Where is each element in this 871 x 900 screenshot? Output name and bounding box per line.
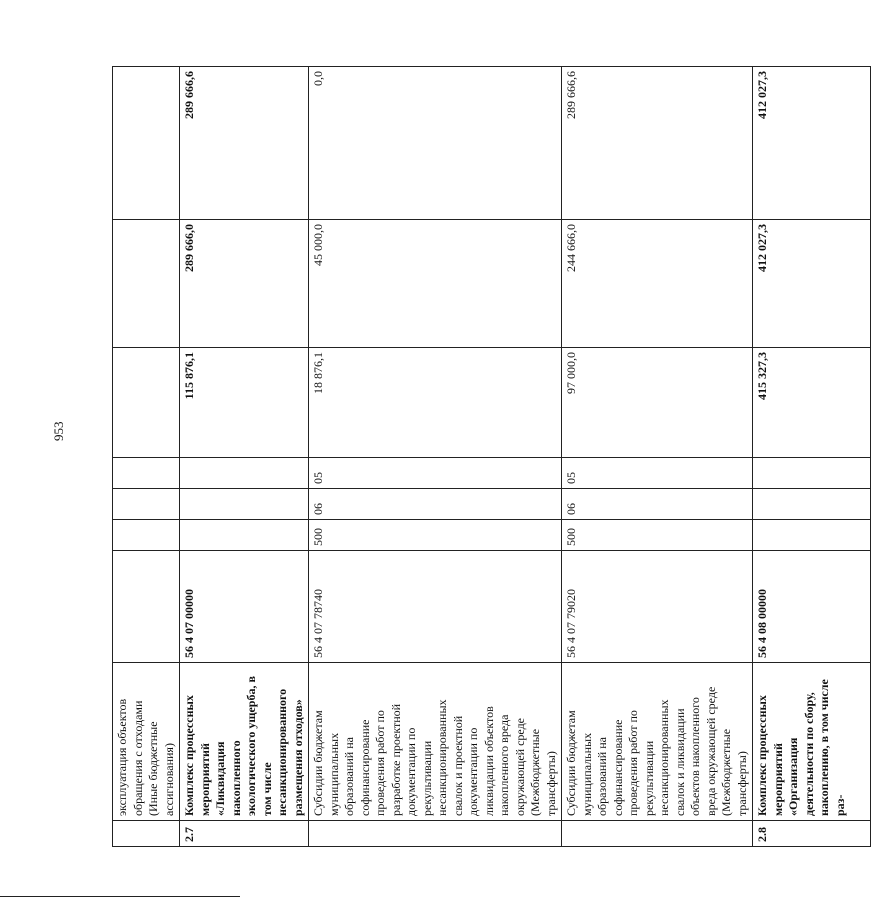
rz-cell bbox=[180, 489, 309, 520]
table-row bbox=[180, 67, 309, 847]
row-name: эксплуатация объектов обращения с отходами (Иные бюджетные ассигнования) bbox=[113, 663, 180, 821]
table-row bbox=[309, 67, 562, 847]
rz-cell: 06 bbox=[309, 489, 562, 520]
pr-cell: 05 bbox=[309, 458, 562, 489]
vr-cell: 500 bbox=[562, 520, 753, 551]
value-year-2 bbox=[113, 220, 180, 348]
table-row bbox=[113, 67, 180, 847]
row-number: 2.7 bbox=[180, 821, 309, 847]
value-year-2: 289 666,0 bbox=[180, 220, 309, 348]
row-name: Субсидии бюджетам муниципальных образований на софинансирование проведения работ по разработке проектной документации по рекультивации несанкционированных свалок и проектной документации по ликвидации объектов накопленного вреда окружающей среде (Межбюджетные трансферты) bbox=[309, 663, 562, 821]
kcsr-cell: 56 4 07 79020 bbox=[562, 551, 753, 663]
value-year-1: 115 876,1 bbox=[180, 348, 309, 458]
pr-cell: 05 bbox=[562, 458, 753, 489]
row-name: Комплекс процессных мероприятий «Ликвидация накопленного экологического ущерба, в том числе несанкционированного размещения отходов» bbox=[180, 663, 309, 821]
vr-cell: 500 bbox=[309, 520, 562, 551]
table-row bbox=[562, 67, 753, 847]
row-number bbox=[113, 821, 180, 847]
value-year-1: 97 000,0 bbox=[562, 348, 753, 458]
row-number: 2.8 bbox=[753, 821, 871, 847]
rz-cell: 06 bbox=[562, 489, 753, 520]
row-number bbox=[309, 821, 562, 847]
value-year-2: 45 000,0 bbox=[309, 220, 562, 348]
page-number: 953 bbox=[51, 421, 66, 441]
budget-table-rotated bbox=[112, 67, 847, 847]
rz-cell bbox=[753, 489, 871, 520]
value-year-2: 244 666,0 bbox=[562, 220, 753, 348]
kcsr-cell: 56 4 08 00000 bbox=[753, 551, 871, 663]
kcsr-cell bbox=[113, 551, 180, 663]
vr-cell bbox=[753, 520, 871, 551]
value-year-1 bbox=[113, 348, 180, 458]
pr-cell bbox=[113, 458, 180, 489]
value-year-3: 412 027,3 bbox=[753, 67, 871, 220]
kcsr-cell: 56 4 07 00000 bbox=[180, 551, 309, 663]
rz-cell bbox=[113, 489, 180, 520]
value-year-1: 415 327,3 bbox=[753, 348, 871, 458]
table-row bbox=[753, 67, 871, 847]
pr-cell bbox=[753, 458, 871, 489]
value-year-1: 18 876,1 bbox=[309, 348, 562, 458]
footnote-separator bbox=[0, 896, 240, 897]
row-name: Субсидии бюджетам муниципальных образований на софинансирование проведения работ по рекультивации несанкционированных свалок и ликвидации объектов накопленного вреда окружающей среде (Межбюджетные трансферты) bbox=[562, 663, 753, 821]
budget-table bbox=[112, 66, 871, 847]
value-year-3: 289 666,6 bbox=[562, 67, 753, 220]
value-year-3 bbox=[113, 67, 180, 220]
vr-cell bbox=[180, 520, 309, 551]
value-year-2: 412 027,3 bbox=[753, 220, 871, 348]
pr-cell bbox=[180, 458, 309, 489]
row-name: Комплекс процессных мероприятий «Организация деятельности по сбору, накоплению, в том числе раз- bbox=[753, 663, 871, 821]
row-number bbox=[562, 821, 753, 847]
value-year-3: 0,0 bbox=[309, 67, 562, 220]
kcsr-cell: 56 4 07 78740 bbox=[309, 551, 562, 663]
vr-cell bbox=[113, 520, 180, 551]
value-year-3: 289 666,6 bbox=[180, 67, 309, 220]
